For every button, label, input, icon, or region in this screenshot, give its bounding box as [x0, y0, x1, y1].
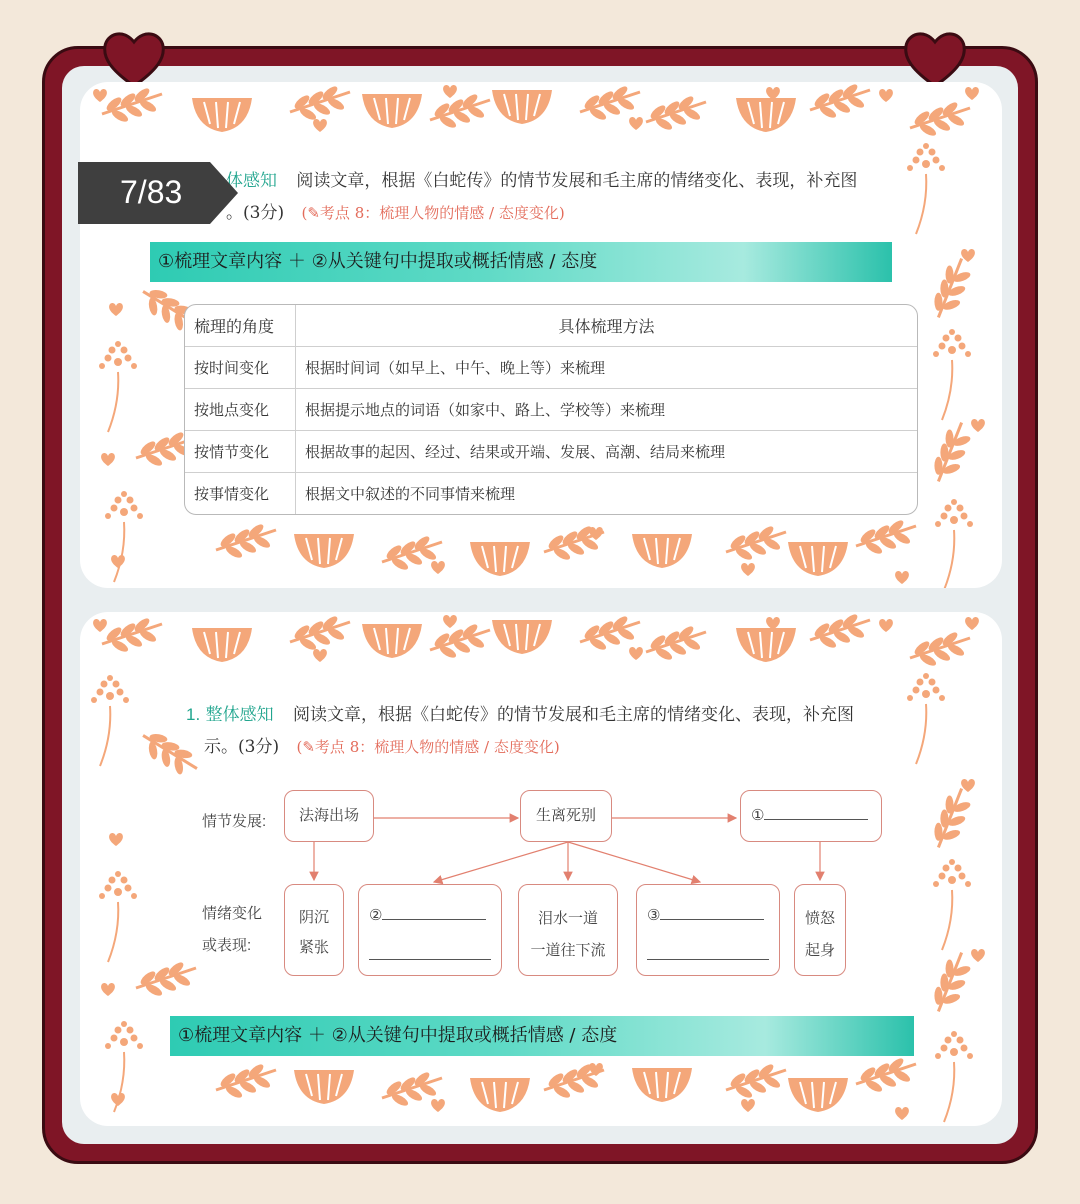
heart-icon — [101, 28, 167, 90]
table-cell: 按地点变化 — [185, 388, 296, 430]
table-row — [185, 430, 917, 472]
knowledge-point-hint: (✎考点 8：梳理人物的情感 / 态度变化) — [296, 738, 560, 756]
emotion-node-blank — [358, 884, 502, 976]
emotion-node-blank — [636, 884, 780, 976]
blank-number: ③ — [647, 907, 661, 924]
question-score: 。(3分) — [226, 203, 285, 223]
emotion-node-line1: 阴沉 — [298, 909, 329, 926]
answer-blank — [382, 903, 486, 920]
table-row — [185, 346, 917, 388]
page-card-1 — [80, 82, 1002, 588]
page-card-2 — [80, 612, 1002, 1126]
table-cell: 根据提示地点的词语（如家中、路上、学校等）来梳理 — [296, 388, 917, 430]
blank-number: ② — [369, 907, 383, 924]
emotion-node-line2: 一道往下流 — [530, 942, 606, 959]
question-score: 示。(3分) — [204, 737, 280, 757]
question-line-2 — [226, 198, 565, 223]
emotion-node-line2: 紧张 — [298, 939, 329, 956]
page-indicator-wrap — [78, 162, 238, 224]
question-text: 阅读文章，根据《白蛇传》的情节发展和毛主席的情绪变化、表现，补充图 — [293, 705, 854, 725]
plot-label: 情节发展: — [202, 813, 267, 830]
emotion-node — [518, 884, 618, 976]
table-cell: 按事情变化 — [185, 472, 296, 514]
blank-number: ① — [751, 807, 765, 824]
blank-line-2 — [369, 944, 491, 968]
answer-blank — [764, 803, 868, 820]
heart-icon — [902, 28, 968, 90]
table-cell: 根据故事的起因、经过、结果或开端、发展、高潮、结局来梳理 — [296, 430, 917, 472]
table-cell: 根据文中叙述的不同事情来梳理 — [296, 472, 917, 514]
question-heading-line — [226, 166, 857, 191]
table-row — [185, 388, 917, 430]
question-heading: 整体感知 — [205, 705, 274, 724]
question-text: 阅读文章，根据《白蛇传》的情节发展和毛主席的情绪变化、表现，补充图 — [296, 171, 858, 191]
emotion-label-1: 情绪变化 — [202, 905, 263, 922]
emotion-node-line1: 愤怒 — [804, 910, 835, 927]
emotion-label-2: 或表现: — [202, 937, 252, 954]
answer-blank — [647, 958, 769, 960]
emotion-node — [284, 884, 344, 976]
emotion-node — [794, 884, 846, 976]
method-bar: ①梳理文章内容 ＋ ②从关键句中提取或概括情感 / 态度 — [150, 242, 892, 282]
table-cell: 按情节变化 — [185, 430, 296, 472]
emotion-node-line1 — [369, 903, 491, 928]
plot-node: 法海出场 — [284, 790, 374, 842]
plot-node-blank — [740, 790, 882, 842]
table-header: 梳理的角度 — [185, 305, 296, 346]
table-cell: 根据时间词（如早上、中午、晚上等）来梳理 — [296, 346, 917, 388]
answer-blank — [660, 903, 764, 920]
plot-node: 生离死别 — [520, 790, 612, 842]
emotion-node-line2: 起身 — [804, 942, 835, 959]
answer-blank — [369, 958, 491, 960]
table-row — [185, 472, 917, 514]
emotion-node-line1: 泪水一道 — [537, 910, 598, 927]
method-bar: ①梳理文章内容 ＋ ②从关键句中提取或概括情感 / 态度 — [170, 1016, 914, 1056]
table-header: 具体梳理方法 — [558, 319, 655, 336]
page-indicator: 7/83 — [120, 174, 183, 210]
blank-line-2 — [647, 944, 769, 968]
method-table — [184, 304, 918, 515]
question-number: 1. — [186, 705, 201, 724]
knowledge-point-hint: (✎考点 8：梳理人物的情感 / 态度变化) — [301, 204, 565, 222]
question-heading: 体感知 — [226, 171, 277, 190]
table-header-row — [185, 305, 917, 346]
table-cell: 按时间变化 — [185, 346, 296, 388]
emotion-node-line1 — [647, 903, 769, 928]
